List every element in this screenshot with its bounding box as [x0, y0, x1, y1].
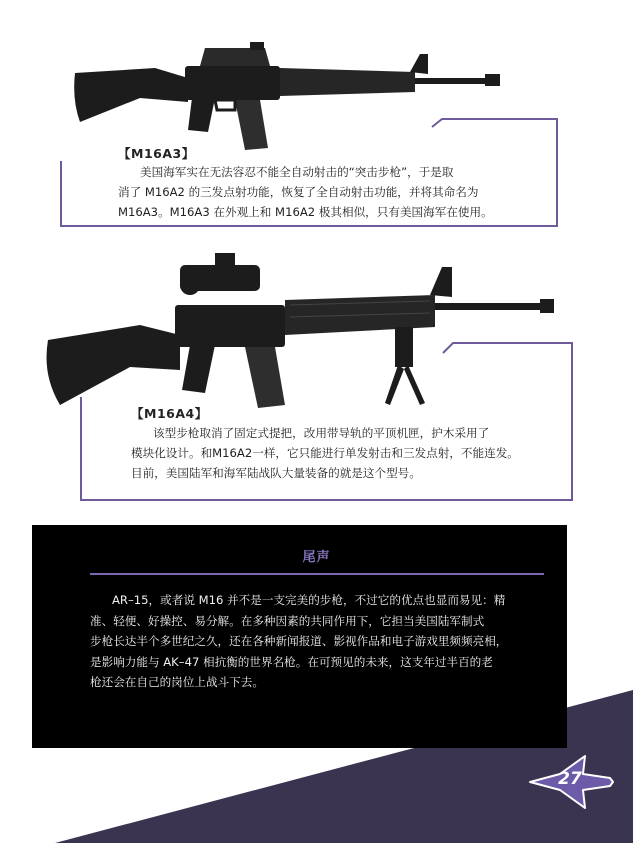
m16a4-description [131, 423, 531, 483]
m16a4-line-1: 该型步枪取消了固定式提把，改用带导轨的平顶机匣，护木采用了 [153, 426, 490, 440]
epilogue-line-3: 步枪长达半个多世纪之久，还在各种新闻报道、影视作品和电子游戏里频频亮相， [90, 634, 508, 648]
epilogue-line-5: 枪还会在自己的岗位上战斗下去。 [90, 675, 264, 689]
m16a3-label: 【M16A3】 [118, 146, 195, 161]
epilogue-line-4: 是影响力能与 AK–47 相抗衡的世界名枪。在可预见的未来，这支年过半百的老 [90, 654, 493, 669]
epilogue-divider [90, 573, 544, 575]
m16a3-line-1: 美国海军实在无法容忍不能全自动射击的“突击步枪”，于是取 [140, 165, 454, 179]
epilogue-line-1: AR–15，或者说 M16 并不是一支完美的步枪，不过它的优点也显而易见：精 [112, 593, 506, 607]
m16a4-label: 【M16A4】 [131, 406, 208, 421]
epilogue-text [90, 590, 544, 693]
m16a3-description [118, 162, 522, 222]
m16a4-line-3: 目前，美国陆军和海军陆战队大量装备的就是这个型号。 [131, 466, 421, 480]
page-number: 27 [558, 769, 582, 789]
m16a4-line-2: 模块化设计。和M16A2一样，它只能进行单发射击和三发点射，不能连发。 [131, 446, 519, 460]
epilogue-line-2: 准、轻便、好操控、易分解。在多种因素的共同作用下，它担当美国陆军制式 [90, 613, 485, 628]
m16a3-line-3: M16A3。M16A3 在外观上和 M16A2 极其相似，只有美国海军在使用。 [118, 205, 493, 219]
epilogue-title: 尾声 [302, 550, 331, 565]
m16a3-line-2: 消了 M16A2 的三发点射功能，恢复了全自动射击功能，并将其命名为 [118, 185, 479, 199]
